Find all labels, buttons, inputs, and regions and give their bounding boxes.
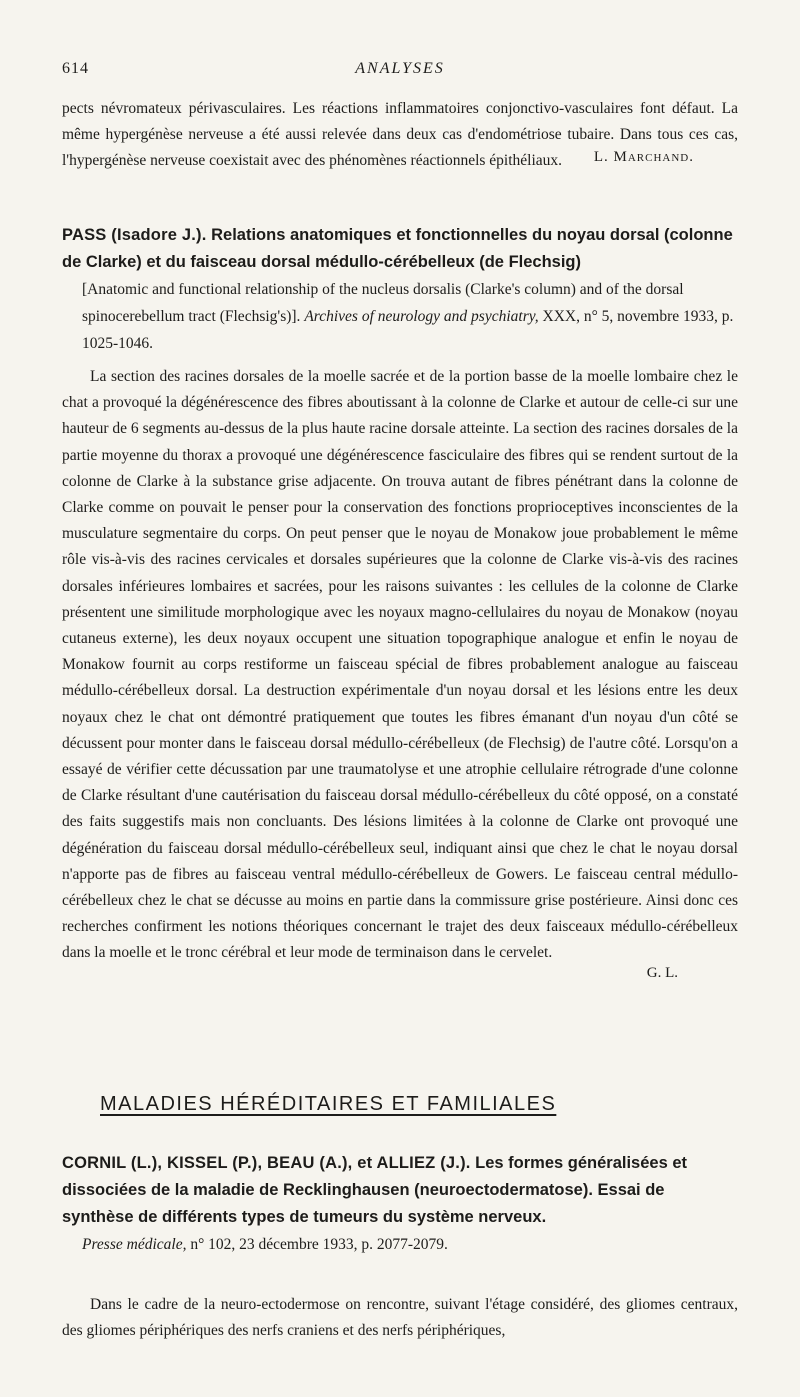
article1-body [62,364,738,982]
article1-reference [62,276,738,357]
section-title: MALADIES HÉRÉDITAIRES ET FAMILIALES [100,1093,557,1115]
article1-source: Archives of neurology and psychiatry, [304,308,539,325]
article2-authors: CORNIL (L.), KISSEL (P.), BEAU (A.), et ALLIEZ (J.). [62,1154,471,1172]
article1-body-text: La section des racines dorsales de la moelle sacrée et de la portion basse de la moelle lombaire chez le chat a provoqué la dégénérescence des fibres aboutissant à la colonne de Clarke et autour de celle-ci sur une hauteur de 6 segments au-dessus de la plus haute racine dorsale atteinte. La section des racines dorsales de la partie moyenne du thorax a provoqué une dégénérescence fasciculaire des fibres qui se rendent surtout de la colonne de Clarke à la substance grise adjacente. On trouva autant de fibres pénétrant dans la colonne de Clarke comme on pouvait le penser pour la conservation des fonctions proprioceptives inconscientes de la musculature segmentaire du corps. On peut penser que le noyau de Monakow joue probablement le même rôle vis-à-vis des racines cervicales et dorsales supérieures que la colonne de Clarke vis-à-vis des racines dorsales inférieures lombaires et sacrées, pour les raisons suivantes : les cellules de la colonne de Clarke présentent une similitude morphologique avec les noyaux magno-cellulaires du noyau de Monakow (noyau cutaneus externe), les deux noyaux occupent une situation topographique analogue et enfin le noyau de Monakow fournit au corps restiforme un faisceau spécial de fibres probablement analogue au faisceau médullo-cérébelleux dorsal. La destruction expérimentale d'un noyau dorsal et les lésions entre les deux noyaux chez le chat ont démontré pratiquement que toutes les fibres émanant d'un noyau d'un côté se décussent pour monter dans le faisceau dorsal médullo-cérébelleux (de Flechsig) de l'autre côté. Lorsqu'on a essayé de vérifier cette décussation par une traumatolyse et une atrophie cellulaire rétrograde d'une colonne de Clarke résultant d'une cautérisation du faisceau dorsal médullo-cérébelleux du côté opposé, on a constaté des faits suggestifs mais non concluants. Des lésions limitées à la colonne de Clarke ont provoqué une dégénération du faisceau dorsal médullo-cérébelleux seul, indiquant ainsi que chez le chat le noyau dorsal n'apporte pas de fibres au faisceau ventral médullo-cérébelleux de Gowers. Le faisceau central médullo-cérébelleux chez le chat se décusse au moins en partie dans la commissure grise postérieure. Ainsi donc ces recherches confirment les notions théoriques concernant le trajet des deux faisceaux médullo-cérébelleux dans la moelle et le tronc cérébral et leur mode de terminaison dans le cervelet. [62,368,738,962]
article2-reference [62,1231,738,1258]
article1-heading [62,222,738,357]
page-number: 614 [62,60,89,77]
article1-signature: G. L. [646,964,678,981]
article1-title-block [62,222,738,276]
article1-translation: [Anatomic and functional relationship of the nucleus dorsalis (Clarke's column) and of the dorsal spinocerebellum tract (Flechsig's)]. [82,281,684,325]
running-title: ANALYSES [355,60,445,77]
article1-citation: XXX, n° 5, novembre 1933, p. 1025-1046. [82,308,734,352]
running-header [62,60,738,84]
intro-signature: L. Marchand. [593,148,694,165]
article2-title: Les formes généralisées et dissociées de la maladie de Recklinghausen (neuroectodermatose). Essai de synthèse de différents types de tumeurs du système nerveux. [62,1154,688,1226]
article2-body [62,1292,738,1344]
intro-text: pects névromateux périvasculaires. Les réactions inflammatoires conjonctivo-vasculaires font défaut. La même hypergénèse nerveuse a été aussi relevée dans deux cas d'endométriose tubaire. Dans tous ces cas, l'hypergénèse nerveuse coexistait avec des phénomènes réactionnels épithéliaux. [62,100,738,170]
article2-heading [62,1150,738,1258]
article2-citation: n° 102, 23 décembre 1933, p. 2077-2079. [190,1236,448,1253]
article1-author: PASS (Isadore J.). [62,226,207,244]
article1-title: Relations anatomiques et fonctionnelles du noyau dorsal (colonne de Clarke) et du faisceau dorsal médullo-cérébelleux (de Flechsig) [62,226,733,271]
article2-title-block [62,1150,738,1231]
article2-body-text: Dans le cadre de la neuro-ectodermose on rencontre, suivant l'étage considéré, des gliomes centraux, des gliomes périphériques des nerfs craniens et des nerfs périphériques, [62,1296,738,1340]
article2-source: Presse médicale, [82,1236,187,1253]
intro-paragraph [62,96,738,170]
